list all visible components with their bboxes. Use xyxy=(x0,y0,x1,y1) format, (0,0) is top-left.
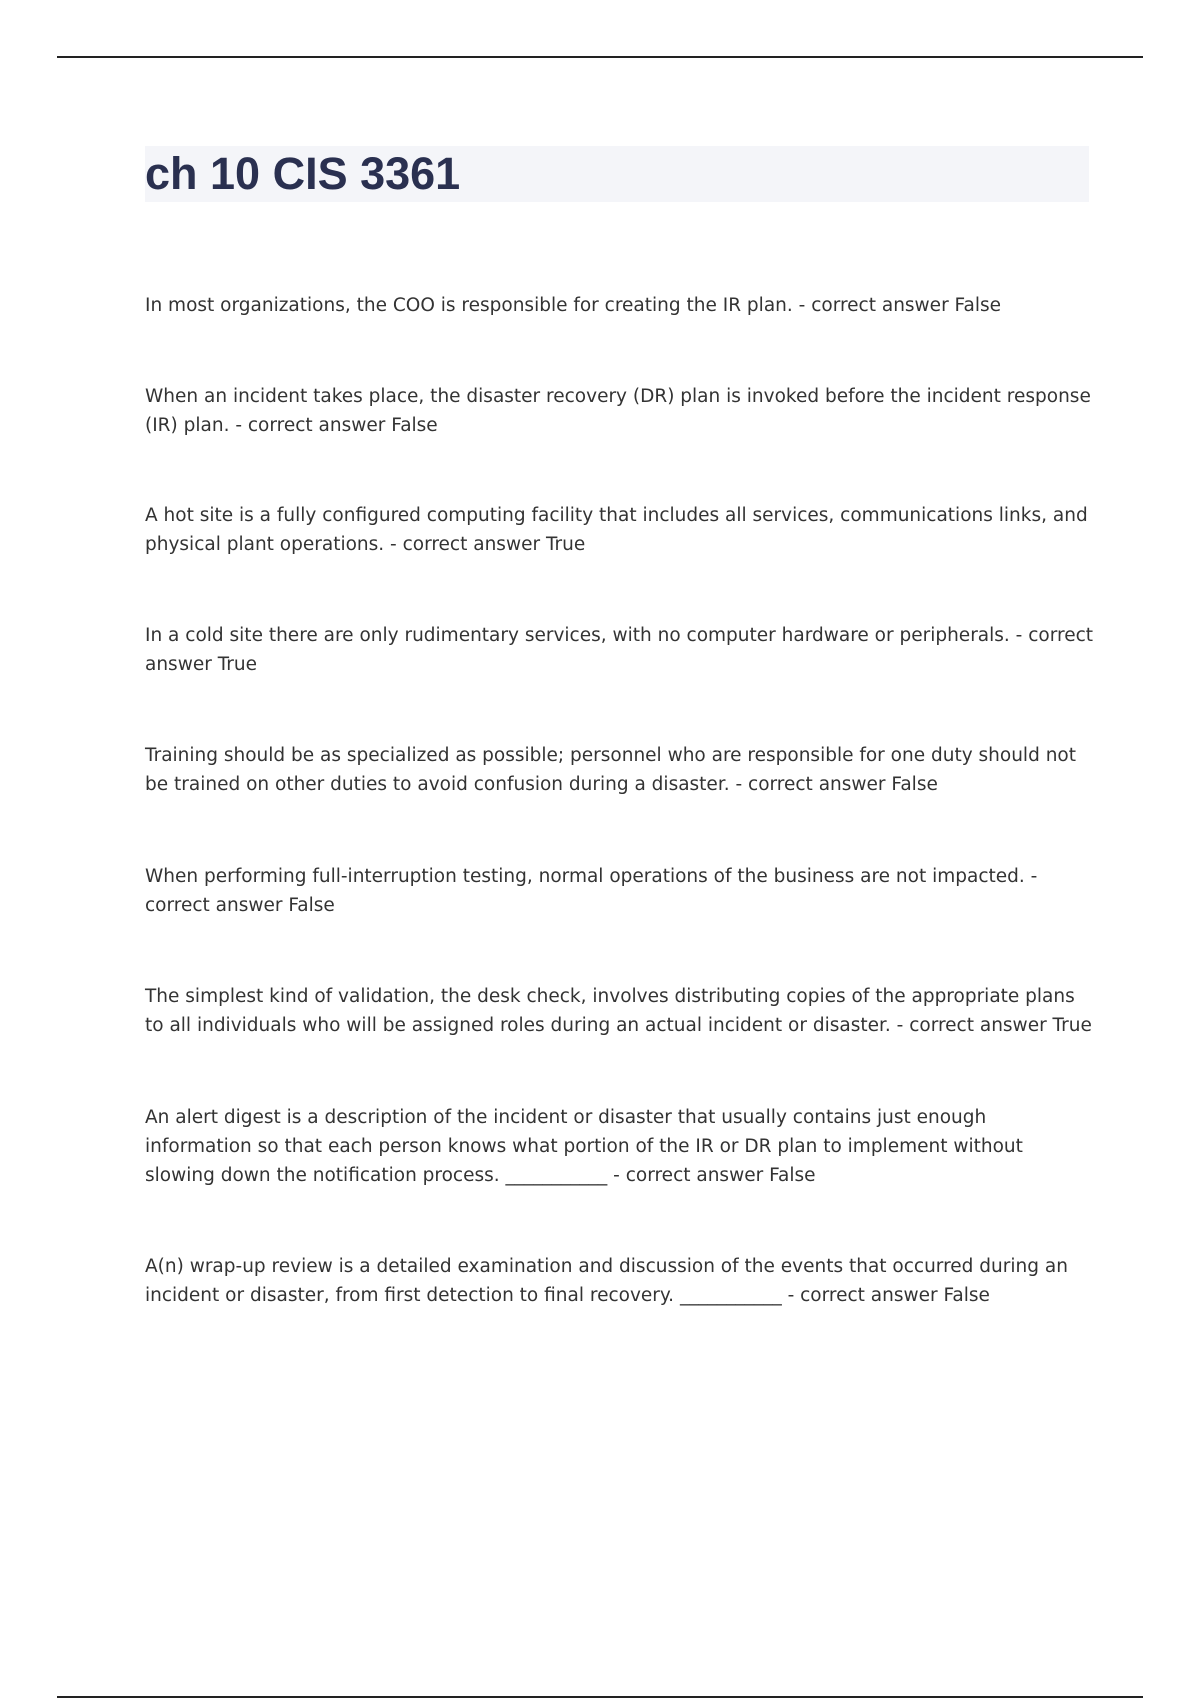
bottom-divider xyxy=(57,1696,1143,1698)
top-divider xyxy=(57,56,1143,58)
question-answer-item: When performing full-interruption testing, normal operations of the business are not impacted. - correct answer False xyxy=(145,866,1038,916)
question-answer-item: A hot site is a fully configured computing facility that includes all services, communications links, and physical plant operations. - correct answer True xyxy=(145,505,1088,555)
question-answer-item: Training should be as specialized as possible; personnel who are responsible for one duty should not be trained on other duties to avoid confusion during a disaster. - correct answer False xyxy=(145,745,1076,795)
question-answer-item: When an incident takes place, the disaster recovery (DR) plan is invoked before the incident response (IR) plan. - correct answer False xyxy=(145,386,1091,436)
question-answer-item: In most organizations, the COO is responsible for creating the IR plan. - correct answer False xyxy=(145,295,1001,316)
question-answer-item: An alert digest is a description of the incident or disaster that usually contains just enough information so that each person knows what portion of the IR or DR plan to implement without slowing down the notification process. ___________ - correct answer False xyxy=(145,1107,1023,1186)
question-answer-item: In a cold site there are only rudimentary services, with no computer hardware or peripherals. - correct answer True xyxy=(145,625,1094,675)
page-title: ch 10 CIS 3361 xyxy=(145,148,461,199)
question-answer-item: A(n) wrap-up review is a detailed examination and discussion of the events that occurred during an incident or disaster, from first detection to final recovery. ___________ - correct answer False xyxy=(145,1256,1068,1306)
question-answer-item: The simplest kind of validation, the desk check, involves distributing copies of the appropriate plans to all individuals who will be assigned roles during an actual incident or disaster. - correct answer True xyxy=(145,986,1092,1036)
